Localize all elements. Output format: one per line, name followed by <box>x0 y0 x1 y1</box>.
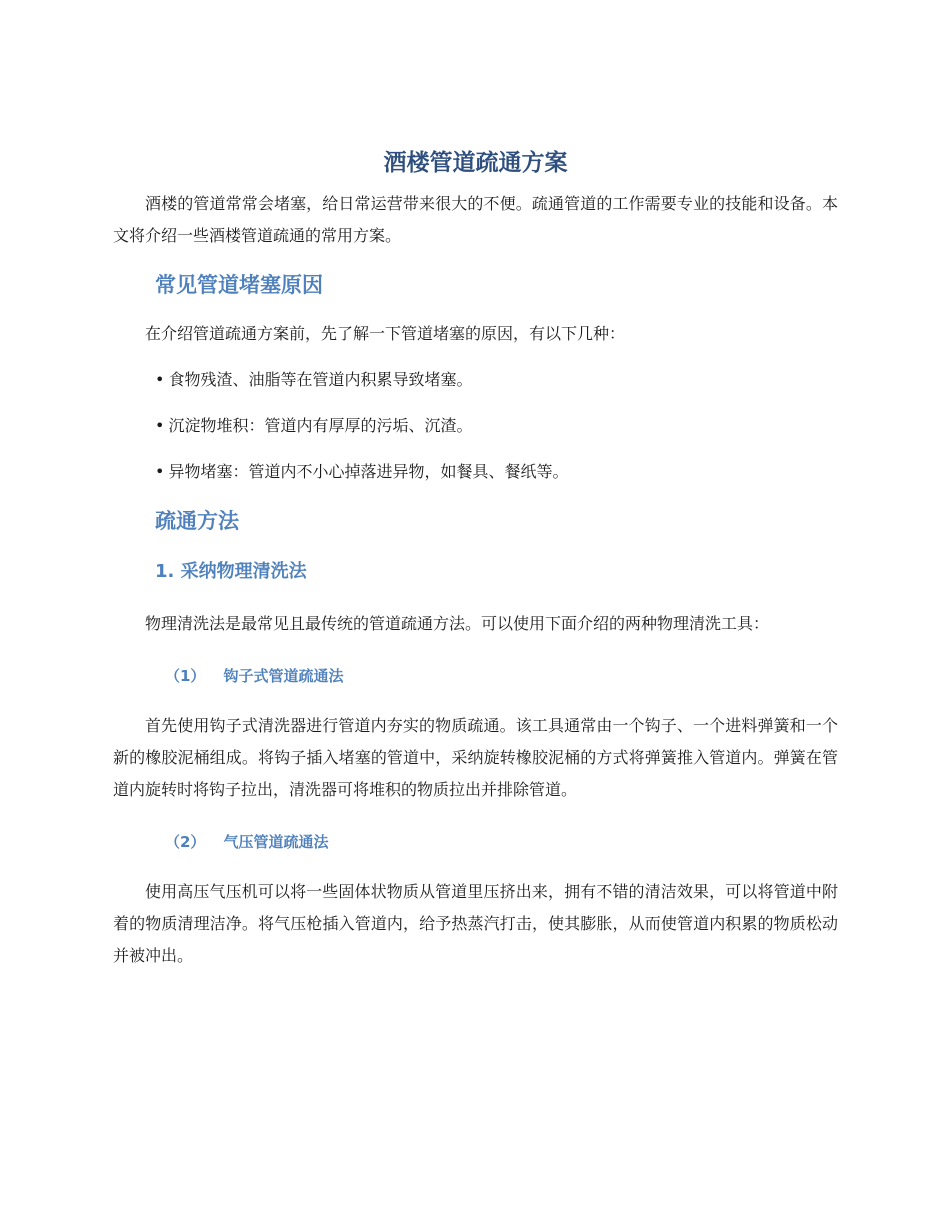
heading-methods: 疏通方法 <box>155 509 239 533</box>
heading-physical-cleaning: 1. 采纳物理清洗法 <box>155 561 307 582</box>
bullet-icon: • <box>155 416 165 435</box>
bullet-icon: • <box>155 462 165 481</box>
list-item: • 沉淀物堆积：管道内有厚厚的污垢、沉渣。 <box>155 416 473 435</box>
physical-cleaning-paragraph: 物理清洗法是最常见且最传统的管道疏通方法。可以使用下面介绍的两种物理清洗工具： <box>145 614 770 633</box>
hook-method-paragraph: 首先使用钩子式清洗器进行管道内夯实的物质疏通。该工具通常由一个钩子、一个进料弹簧和一个新的橡胶泥桶组成。将钩子插入堵塞的管道中，采纳旋转橡胶泥桶的方式将弹簧推入管道内。弹簧在管道内旋转时将钩子拉出，清洗器可将堆积的物质拉出并排除管道。 <box>113 716 838 799</box>
causes-list <box>113 364 838 488</box>
intro-paragraph: 酒楼的管道常常会堵塞，给日常运营带来很大的不便。疏通管道的工作需要专业的技能和设备。本文将介绍一些酒楼管道疏通的常用方案。 <box>113 194 838 245</box>
heading-air-pressure-method <box>165 830 838 854</box>
air-pressure-method-paragraph: 使用高压气压机可以将一些固体状物质从管道里压挤出来，拥有不错的清洁效果，可以将管道中附着的物质清理洁净。将气压枪插入管道内，给予热蒸汽打击，使其膨胀，从而使管道内积累的物质松动并被冲出。 <box>113 882 838 965</box>
air-pressure-method-title: 气压管道疏通法 <box>223 833 329 851</box>
document-content <box>113 146 838 972</box>
document-title: 酒楼管道疏通方案 <box>383 150 568 176</box>
heading-causes: 常见管道堵塞原因 <box>155 273 323 297</box>
list-item: • 食物残渣、油脂等在管道内积累导致堵塞。 <box>155 370 473 389</box>
hook-method-title: 钩子式管道疏通法 <box>223 667 344 685</box>
hook-method-number: （1） <box>165 667 206 685</box>
heading-hook-method <box>165 664 838 688</box>
bullet-icon: • <box>155 370 165 389</box>
air-pressure-method-number: （2） <box>165 833 206 851</box>
causes-lead-paragraph: 在介绍管道疏通方案前，先了解一下管道堵塞的原因，有以下几种： <box>145 324 626 343</box>
list-item: • 异物堵塞：管道内不小心掉落进异物，如餐具、餐纸等。 <box>155 462 569 481</box>
